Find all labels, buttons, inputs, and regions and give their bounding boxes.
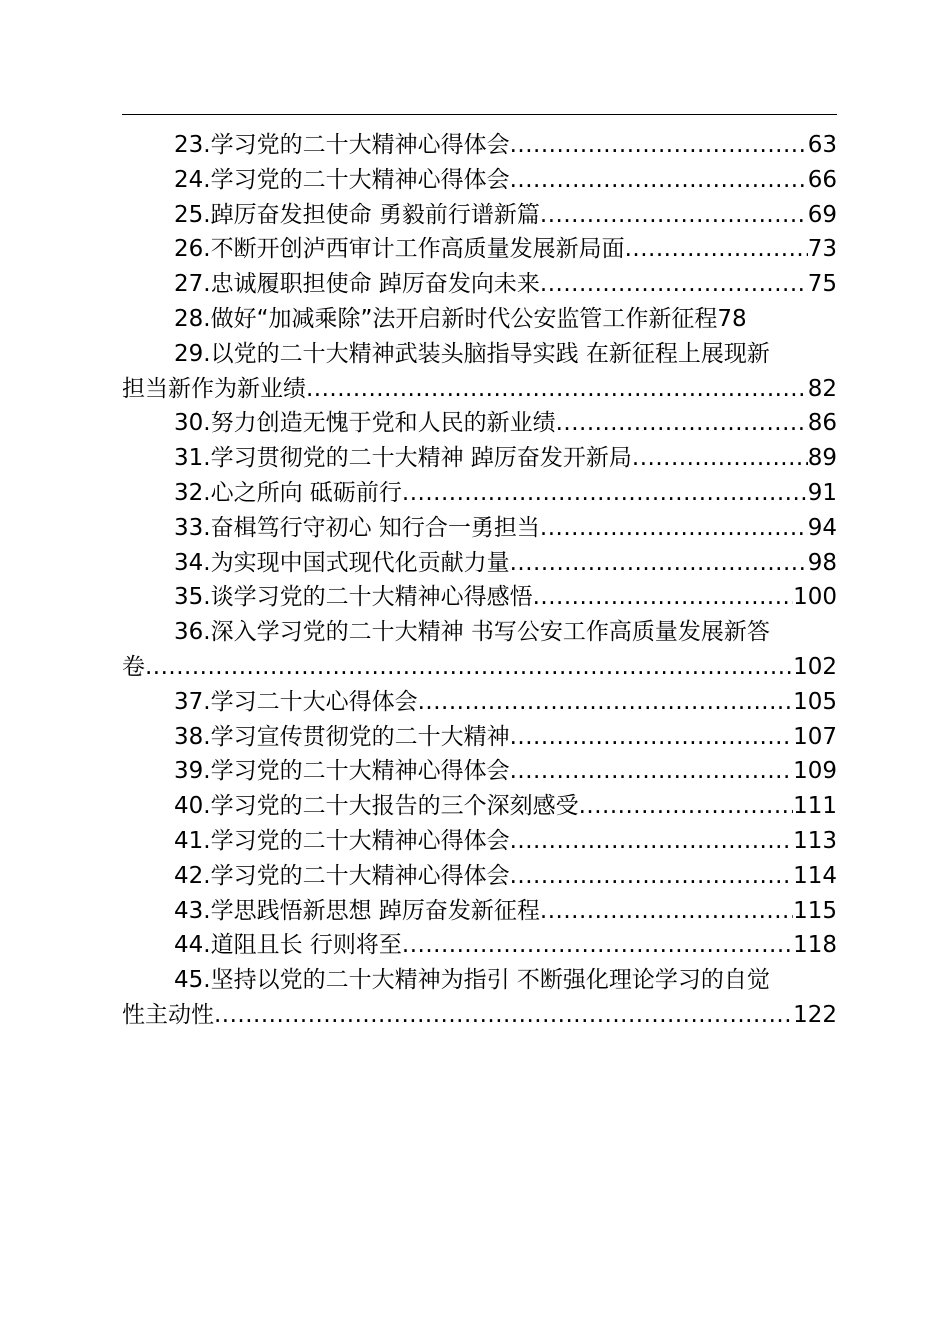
toc-line — [122, 754, 837, 789]
toc-line — [122, 580, 837, 615]
toc-entry[interactable] — [122, 406, 837, 441]
toc-entry[interactable] — [122, 441, 837, 476]
toc-title: 34.为实现中国式现代化贡献力量 — [174, 549, 510, 576]
toc-page-number: 109 — [793, 758, 837, 785]
dot-leader — [632, 441, 808, 476]
toc-page-number: 115 — [793, 897, 837, 924]
dot-leader — [533, 580, 794, 615]
toc-entry[interactable] — [122, 302, 837, 337]
toc-line — [122, 267, 837, 302]
dot-leader — [402, 928, 793, 963]
toc-page-number: 66 — [807, 166, 837, 193]
toc-title: 31.学习贯彻党的二十大精神 踔厉奋发开新局 — [174, 445, 632, 472]
toc-title: 29.以党的二十大精神武装头脑指导实践 在新征程上展现新 — [174, 340, 770, 367]
toc-title: 30.努力创造无愧于党和人民的新业绩 — [174, 410, 556, 437]
dot-leader — [510, 546, 808, 581]
toc-line — [122, 232, 837, 267]
toc-entry[interactable] — [122, 128, 837, 163]
dot-leader — [510, 163, 808, 198]
toc-title: 25.踔厉奋发担使命 勇毅前行谱新篇 — [174, 201, 540, 228]
dot-leader — [510, 859, 794, 894]
toc-page-number: 82 — [807, 375, 837, 402]
toc-title: 37.学习二十大心得体会 — [174, 688, 418, 715]
toc-line — [122, 476, 837, 511]
toc-title: 40.学习党的二十大报告的三个深刻感受 — [174, 793, 579, 820]
toc-line — [122, 789, 837, 824]
toc-title: 44.道阻且长 行则将至 — [174, 932, 402, 959]
dot-leader — [625, 232, 808, 267]
toc-line — [122, 859, 837, 894]
toc-title: 担当新作为新业绩 — [122, 375, 306, 402]
toc-entry[interactable] — [122, 267, 837, 302]
toc-line — [122, 650, 837, 685]
toc-entry[interactable] — [122, 476, 837, 511]
toc-title: 45.坚持以党的二十大精神为指引 不断强化理论学习的自觉 — [174, 967, 770, 994]
toc-entry[interactable] — [122, 824, 837, 859]
toc-page-number: 75 — [807, 271, 837, 298]
toc-entry[interactable] — [122, 928, 837, 963]
dot-leader — [402, 476, 808, 511]
table-of-contents — [122, 128, 837, 1033]
toc-page-number: 114 — [793, 862, 837, 889]
toc-entry[interactable] — [122, 337, 837, 407]
header-rule — [122, 114, 837, 115]
toc-entry[interactable] — [122, 963, 837, 1033]
toc-line — [122, 302, 837, 337]
dot-leader — [418, 685, 794, 720]
toc-page-number: 91 — [807, 479, 837, 506]
toc-entry[interactable] — [122, 511, 837, 546]
dot-leader — [510, 824, 794, 859]
toc-line — [122, 998, 837, 1033]
dot-leader — [145, 650, 793, 685]
toc-title: 28.做好“加减乘除”法开启新时代公安监管工作新征程 — [174, 305, 718, 332]
toc-page-number: 107 — [793, 723, 837, 750]
toc-page-number: 63 — [807, 132, 837, 158]
toc-line — [122, 128, 837, 163]
toc-title: 33.奋楫笃行守初心 知行合一勇担当 — [174, 514, 540, 541]
dot-leader — [540, 511, 808, 546]
dot-leader — [556, 406, 808, 441]
toc-entry[interactable] — [122, 685, 837, 720]
toc-title: 38.学习宣传贯彻党的二十大精神 — [174, 723, 510, 750]
toc-title: 性主动性 — [122, 1001, 214, 1028]
dot-leader — [306, 372, 808, 407]
toc-page-number: 73 — [807, 236, 837, 263]
toc-line — [122, 441, 837, 476]
toc-entry[interactable] — [122, 894, 837, 929]
toc-page-number: 78 — [717, 305, 747, 332]
toc-page-number: 69 — [807, 201, 837, 228]
toc-line — [122, 928, 837, 963]
toc-title: 41.学习党的二十大精神心得体会 — [174, 827, 510, 854]
toc-line — [122, 163, 837, 198]
toc-title: 32.心之所向 砥砺前行 — [174, 479, 402, 506]
toc-page-number: 113 — [793, 827, 837, 854]
toc-page-number: 100 — [793, 584, 837, 611]
dot-leader — [214, 998, 793, 1033]
toc-title: 26.不断开创泸西审计工作高质量发展新局面 — [174, 236, 625, 263]
toc-line — [122, 337, 837, 372]
toc-title: 42.学习党的二十大精神心得体会 — [174, 862, 510, 889]
toc-line — [122, 894, 837, 929]
toc-entry[interactable] — [122, 754, 837, 789]
toc-line — [122, 372, 837, 407]
toc-title: 39.学习党的二十大精神心得体会 — [174, 758, 510, 785]
toc-line — [122, 615, 837, 650]
toc-line — [122, 720, 837, 755]
dot-leader — [510, 720, 794, 755]
dot-leader — [540, 198, 808, 233]
toc-page-number: 98 — [807, 549, 837, 576]
toc-page-number: 105 — [793, 688, 837, 715]
dot-leader — [540, 267, 808, 302]
toc-title: 卷 — [122, 653, 145, 680]
toc-line — [122, 963, 837, 998]
toc-title: 35.谈学习党的二十大精神心得感悟 — [174, 584, 533, 611]
dot-leader — [579, 789, 794, 824]
toc-entry[interactable] — [122, 198, 837, 233]
toc-line — [122, 546, 837, 581]
toc-entry[interactable] — [122, 789, 837, 824]
dot-leader — [510, 754, 794, 789]
toc-page-number: 86 — [807, 410, 837, 437]
toc-entry[interactable] — [122, 615, 837, 685]
toc-title: 43.学思践悟新思想 踔厉奋发新征程 — [174, 897, 540, 924]
toc-page-number: 111 — [793, 793, 837, 820]
toc-title: 36.深入学习党的二十大精神 书写公安工作高质量发展新答 — [174, 619, 770, 646]
toc-title: 27.忠诚履职担使命 踔厉奋发向未来 — [174, 271, 540, 298]
toc-page-number: 102 — [793, 653, 837, 680]
toc-title: 23.学习党的二十大精神心得体会 — [174, 132, 510, 158]
toc-line — [122, 198, 837, 233]
toc-entry[interactable] — [122, 546, 837, 581]
dot-leader — [510, 128, 808, 163]
toc-entry[interactable] — [122, 859, 837, 894]
toc-entry[interactable] — [122, 232, 837, 267]
toc-line — [122, 685, 837, 720]
toc-entry[interactable] — [122, 163, 837, 198]
toc-page-number: 94 — [807, 514, 837, 541]
toc-page-number: 89 — [807, 445, 837, 472]
toc-line — [122, 406, 837, 441]
toc-page-number: 118 — [793, 932, 837, 959]
toc-line — [122, 824, 837, 859]
toc-entry[interactable] — [122, 580, 837, 615]
toc-title: 24.学习党的二十大精神心得体会 — [174, 166, 510, 193]
toc-line — [122, 511, 837, 546]
dot-leader — [540, 894, 793, 929]
toc-page-number: 122 — [793, 1001, 837, 1028]
toc-entry[interactable] — [122, 720, 837, 755]
